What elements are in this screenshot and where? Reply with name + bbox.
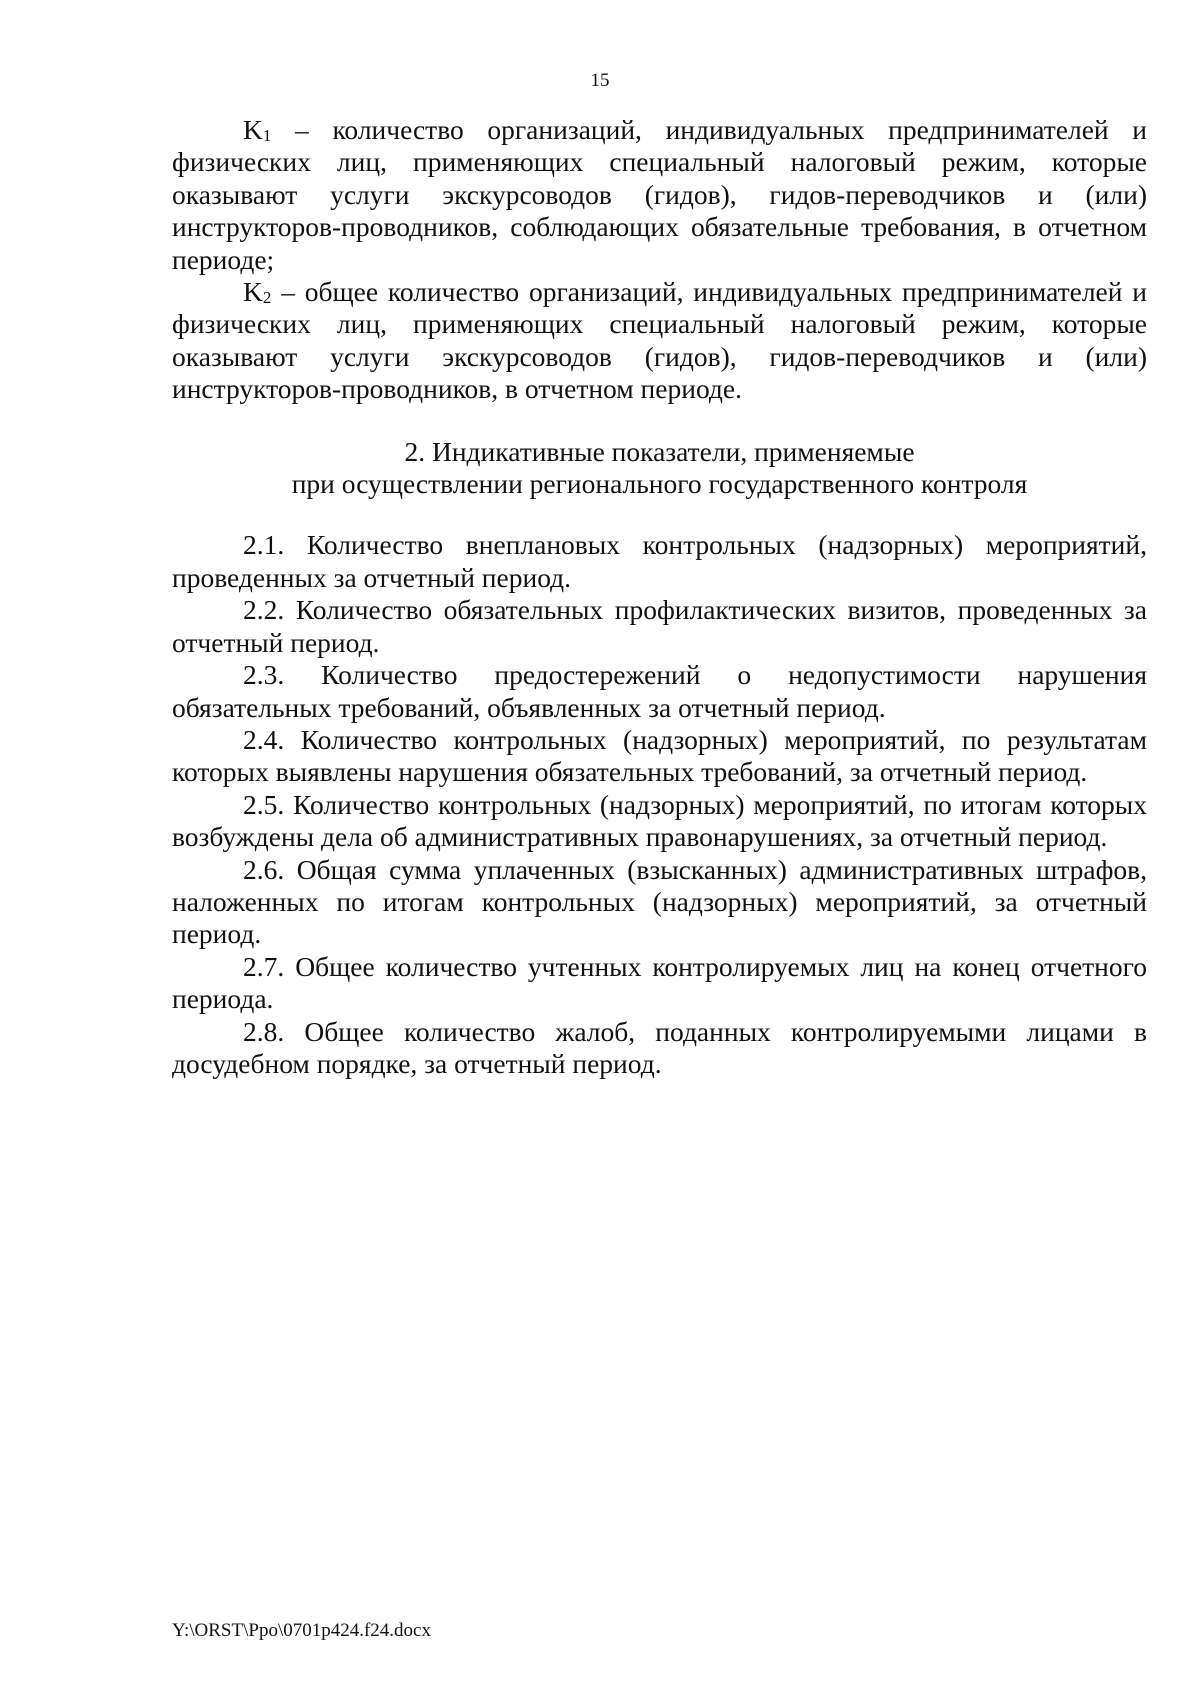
definition-k1 [172, 114, 1147, 276]
indicator-2-6: 2.6. Общая сумма уплаченных (взысканных) административных штрафов, наложенных по итогам контрольных (надзорных) мероприятий, за отчетный период. [172, 853, 1147, 950]
indicator-2-5: 2.5. Количество контрольных (надзорных) мероприятий, по итогам которых возбуждены дела об административных правонарушениях, за отчетный период. [172, 788, 1147, 853]
section-heading-line2: при осуществлении регионального государственного контроля [291, 468, 1028, 500]
section-heading-line1: 2. Индикативные показатели, применяемые [404, 435, 915, 467]
k1-symbol: K [243, 114, 263, 145]
document-body [172, 114, 1147, 1080]
indicator-2-2: 2.2. Количество обязательных профилактических визитов, проведенных за отчетный период. [172, 594, 1147, 658]
indicator-2-1: 2.1. Количество внеплановых контрольных (надзорных) мероприятий, проведенных за отчетный период. [172, 529, 1147, 593]
section-heading [172, 436, 1147, 501]
k1-subscript: 1 [262, 126, 272, 145]
definition-k2 [172, 276, 1147, 406]
footer-file-path: Y:\ORST\Ppo\0701p424.f24.docx [172, 1620, 431, 1641]
k2-subscript: 2 [262, 288, 272, 308]
indicator-2-4: 2.4. Количество контрольных (надзорных) мероприятий, по результатам которых выявлены нарушения обязательных требований, за отчетный период. [172, 723, 1147, 788]
page-number: 15 [590, 70, 610, 91]
indicator-2-7: 2.7. Общее количество учтенных контролируемых лиц на конец отчетного периода. [172, 950, 1147, 1015]
k2-text: – общее количество организаций, индивидуальных предпринимателей и физических лиц, применяющих специальный налоговый режим, которые оказывают услуги экскурсоводов (гидов), гидов-переводчиков и (или) инструкторов-проводников, в отчетном периоде. [172, 276, 1148, 405]
k1-text: – количество организаций, индивидуальных предпринимателей и физических лиц, применяющих специальный налоговый режим, которые оказывают услуги экскурсоводов (гидов), гидов-переводчиков и (или) инструкторов-проводников, соблюдающих обязательные требования, в отчетном периоде; [172, 114, 1148, 275]
k2-symbol: K [243, 276, 263, 308]
indicator-2-8: 2.8. Общее количество жалоб, поданных контролируемыми лицами в досудебном порядке, за отчетный период. [172, 1015, 1147, 1079]
indicator-2-3: 2.3. Количество предостережений о недопустимости нарушения обязательных требований, объявленных за отчетный период. [172, 659, 1147, 723]
